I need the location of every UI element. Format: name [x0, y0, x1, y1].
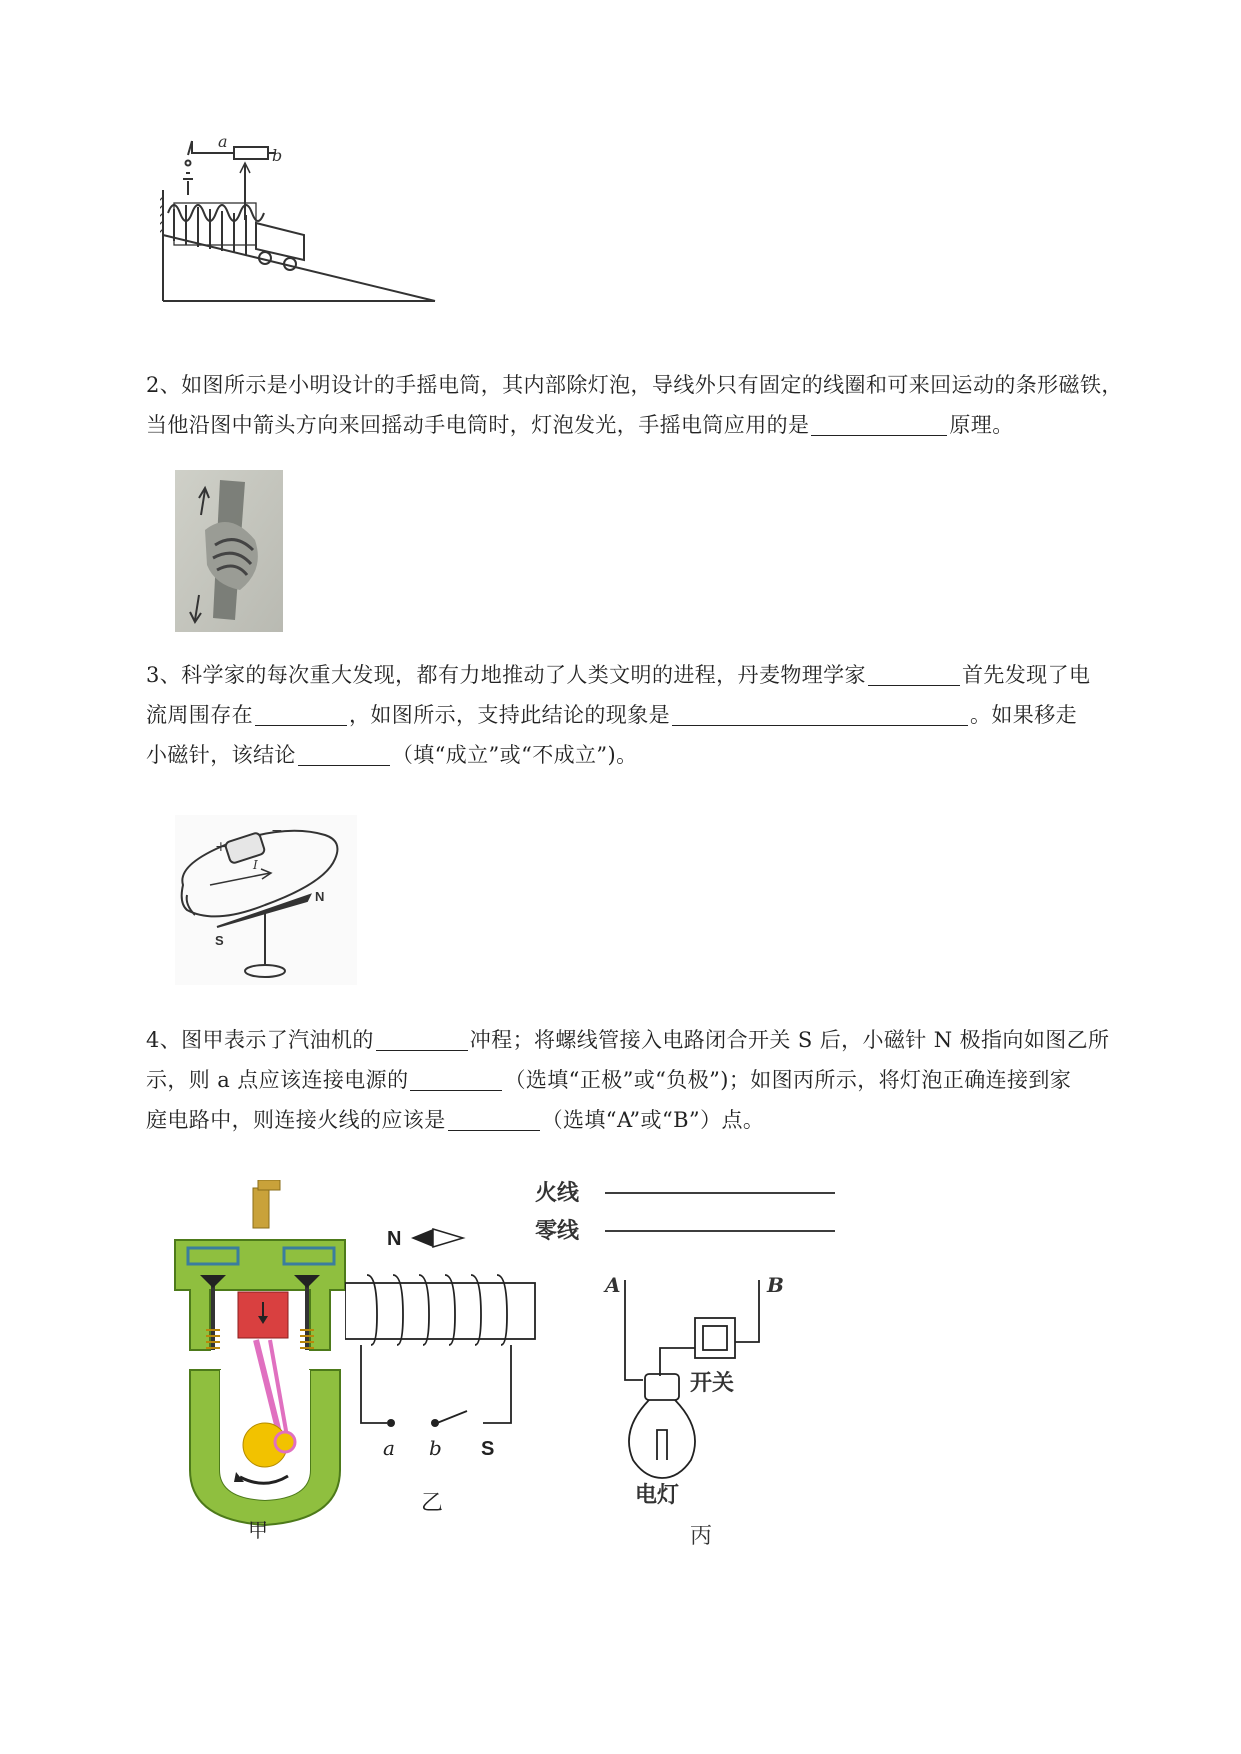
q3-blank-field[interactable]: [255, 703, 347, 726]
fig3-minus: −: [271, 823, 283, 839]
q3-line3-b: （填“成立”或“不成立”)。: [391, 743, 638, 767]
fig4-switch-label: 开关: [690, 1370, 735, 1395]
fig3-N: N: [315, 889, 325, 904]
fig4-N-label: N: [387, 1228, 402, 1250]
q4-line2: [146, 1060, 1146, 1100]
fig4-a-label: a: [383, 1436, 395, 1460]
incline-rheostat-figure: [160, 125, 460, 310]
fig4-huoxian-label: 火线: [535, 1180, 580, 1205]
q3-line2-a: 流周围存在: [146, 703, 253, 727]
q4-line3: [146, 1100, 1146, 1140]
q3-blank-conclusion[interactable]: [298, 743, 390, 766]
fig4-lingxian-label: 零线: [535, 1218, 580, 1243]
fig4-b-label: b: [429, 1436, 442, 1460]
q4-blank-stroke[interactable]: [376, 1028, 468, 1051]
q4-line1: [146, 1020, 1146, 1060]
fig3-S: S: [215, 933, 224, 948]
q2-answer-blank[interactable]: [811, 413, 947, 436]
fig4-B-label: B: [767, 1273, 784, 1297]
q4-line3-a: 庭电路中，则连接火线的应该是: [146, 1108, 446, 1132]
fig3-current-I: I: [253, 858, 258, 872]
q4-blank-live-wire[interactable]: [448, 1108, 540, 1131]
q3-line2: [146, 695, 1146, 735]
fig4-lamp-label: 电灯: [635, 1482, 680, 1507]
fig4-yi-label: 乙: [421, 1491, 444, 1515]
q4-blank-pole[interactable]: [410, 1068, 502, 1091]
q3-line2-c: 。如果移走: [970, 703, 1077, 727]
q3-line3-a: 小磁针，该结论: [146, 743, 296, 767]
q2-line2-end: 原理。: [949, 413, 1014, 437]
q3-blank-phenomenon[interactable]: [672, 703, 968, 726]
fig4-bing-label: 丙: [690, 1524, 713, 1549]
q2-line2: [146, 405, 1146, 445]
question-4: [146, 1020, 1146, 1140]
fig1-label-a: a: [218, 132, 228, 151]
q2-line1: 2、如图所示是小明设计的手摇电筒，其内部除灯泡，导线外只有固定的线圈和可来回运动的条形磁铁，: [146, 373, 1123, 397]
fig4-jia-label: 甲: [248, 1518, 268, 1540]
q4-line1-a: 4、图甲表示了汽油机的: [146, 1028, 374, 1052]
q3-line3: [146, 735, 1146, 775]
fig3-plus: +: [215, 839, 227, 855]
household-lamp-wiring-figure: [535, 1170, 855, 1560]
question-2: [146, 365, 1146, 445]
q3-blank-scientist[interactable]: [868, 663, 960, 686]
q3-line1-end: 首先发现了电: [961, 663, 1091, 687]
gasoline-engine-figure: [170, 1180, 365, 1540]
q4-line1-b: 冲程；将螺线管接入电路闭合开关 S 后，小磁针 N 极指向如图乙所: [469, 1028, 1110, 1052]
fig1-label-b: b: [272, 146, 283, 165]
fig4-S-label: S: [481, 1438, 495, 1460]
hand-flashlight-photo: [175, 470, 283, 632]
solenoid-circuit-figure: [345, 1215, 550, 1515]
question-3: [146, 655, 1146, 775]
q4-line2-a: 示，则 a 点应该连接电源的: [146, 1068, 409, 1092]
q4-line2-b: （选填“正极”或“负极”)；如图丙所示，将灯泡正确连接到家: [504, 1068, 1072, 1092]
q2-line2-text: 当他沿图中箭头方向来回摇动手电筒时，灯泡发光，手摇电筒应用的是: [146, 413, 810, 437]
q3-line1-text: 3、科学家的每次重大发现，都有力地推动了人类文明的进程，丹麦物理学家: [146, 663, 866, 687]
oersted-experiment-figure: [175, 815, 357, 985]
fig4-A-label: A: [605, 1273, 621, 1297]
q4-line3-b: （选填“A”或“B”）点。: [541, 1108, 765, 1132]
q3-line2-b: ，如图所示，支持此结论的现象是: [349, 703, 670, 727]
q3-line1: [146, 655, 1146, 695]
